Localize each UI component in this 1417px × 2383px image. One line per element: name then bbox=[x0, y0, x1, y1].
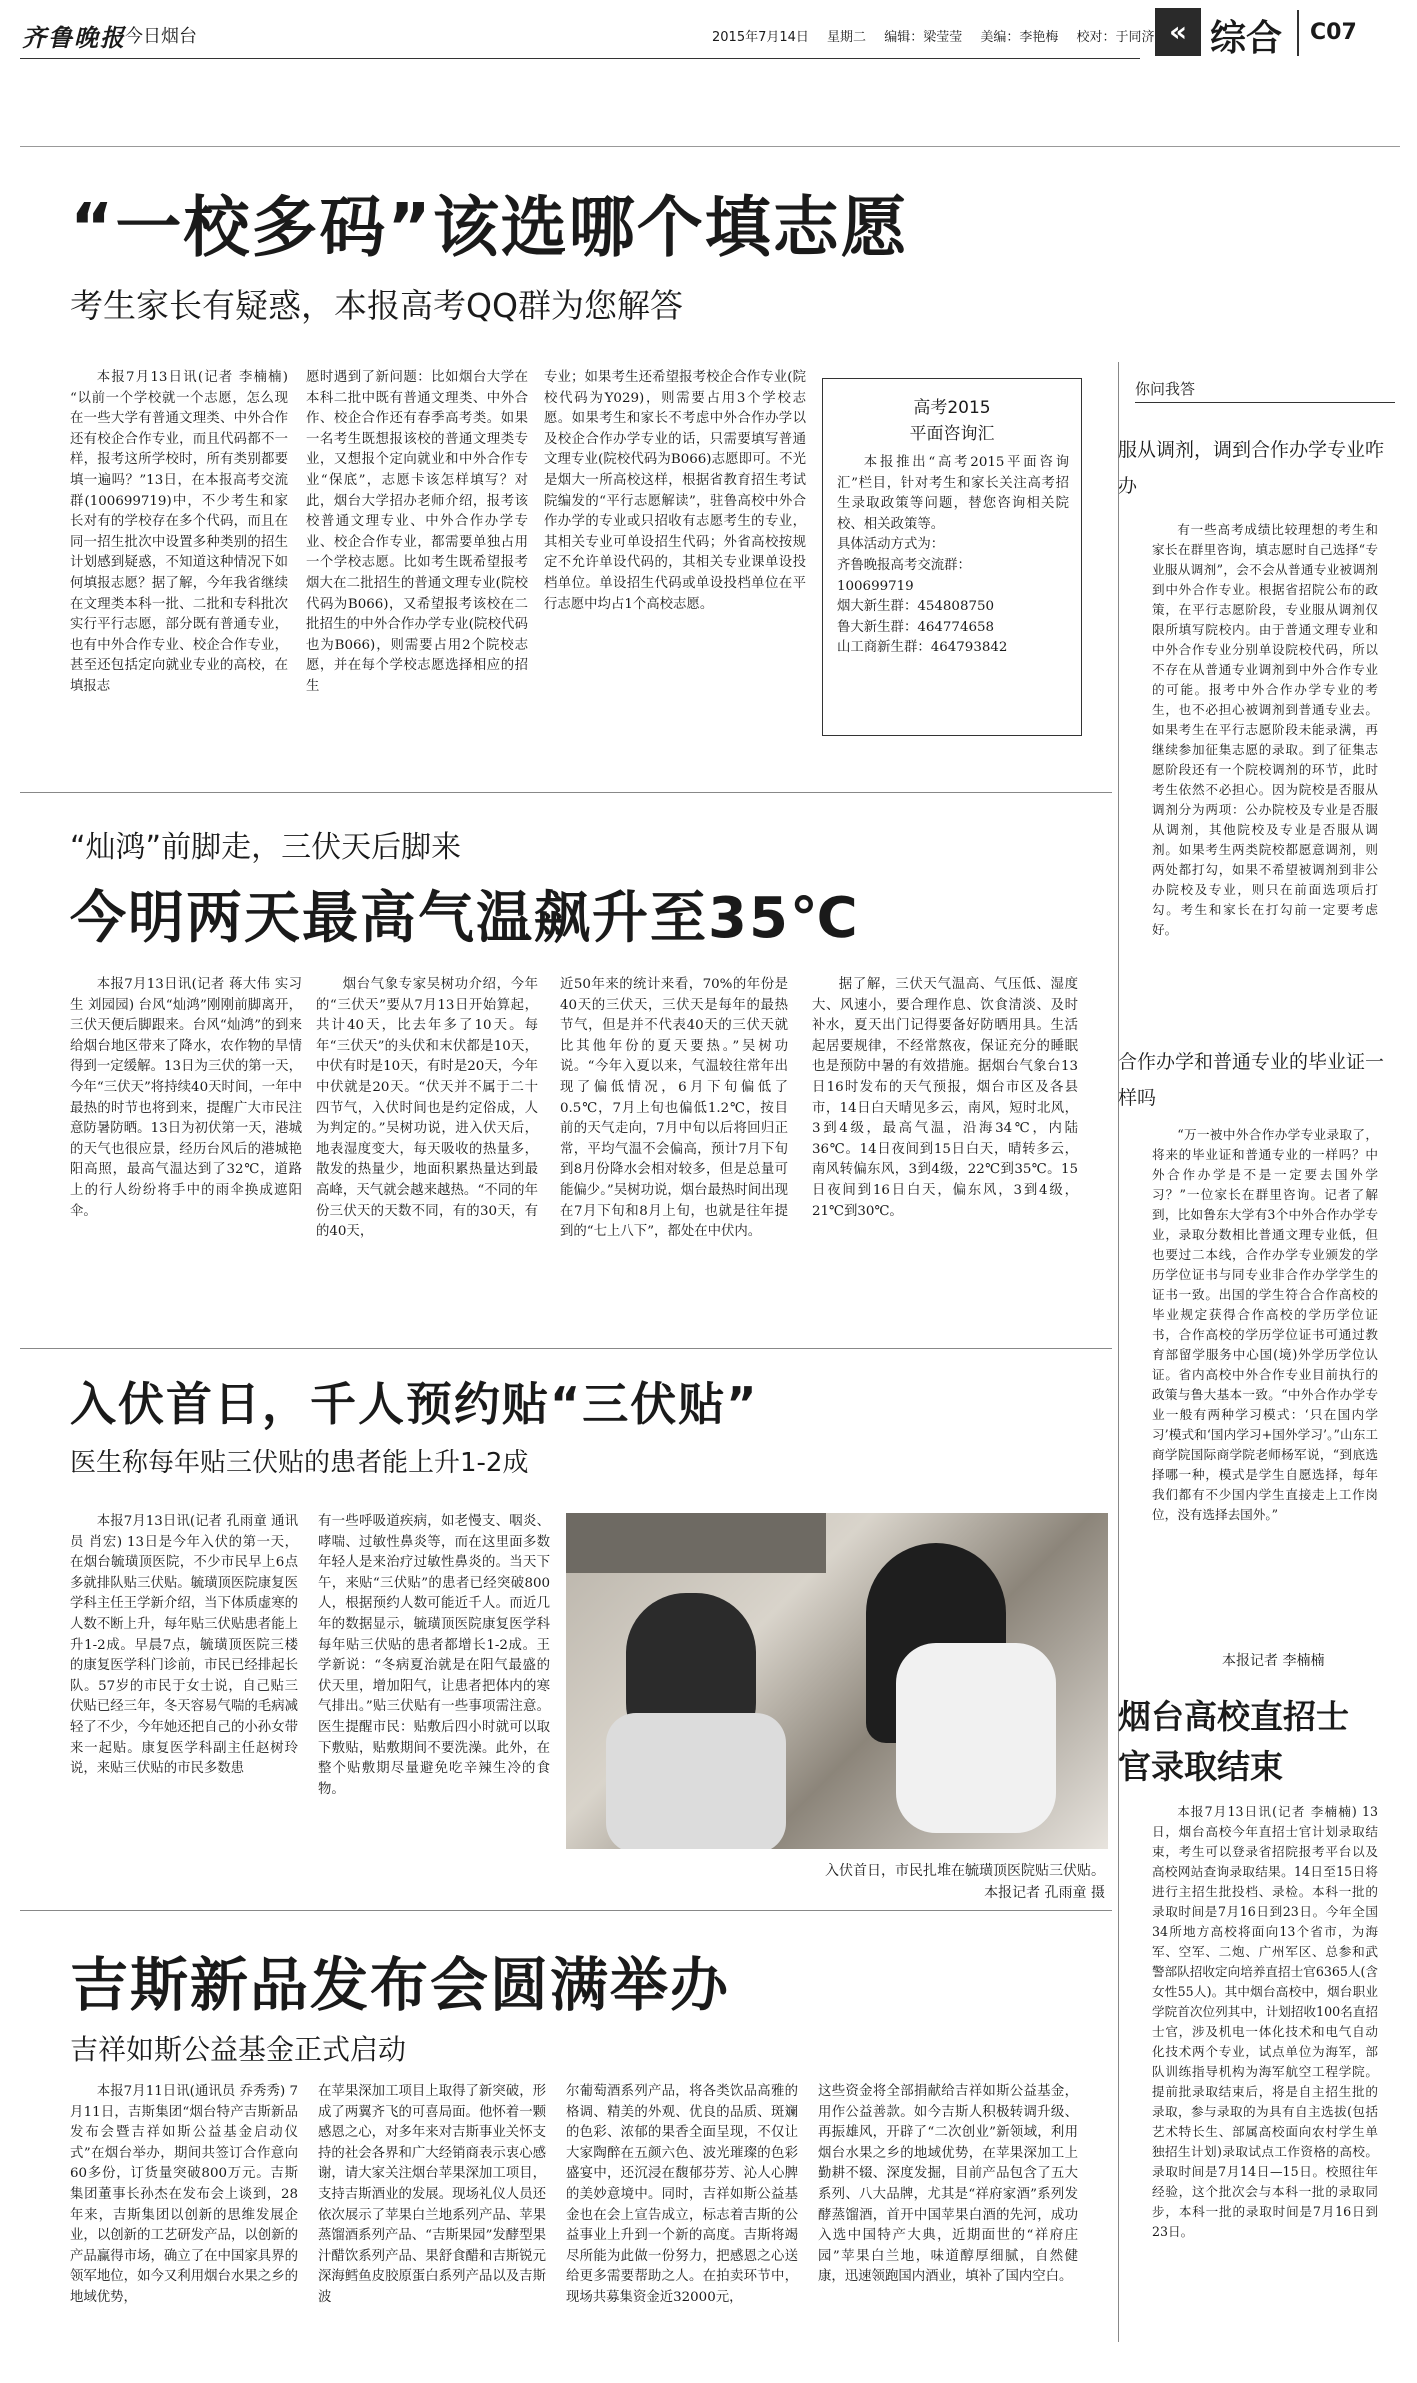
article2-column-3: 近50年来的统计来看，70%的年份是40天的三伏天，三伏天是每年的最热节气，但是并不代表40天的三伏天就比其他年份的夏天要热。”吴树功说。“今年入夏以来，气温较往常年出现了偏低情况，6月下旬偏低了0.5℃，7月上旬也偏低1.2℃，按目前的天气走向，7月中旬以后将回归正常，平均气温不会偏高，预计7月下旬到8月份降水会相对较多，但是总量可能偏少。”吴树功说，烟台最热时间出现在7月下旬和8月上旬，也就是往年提到的“七上八下”，都处在中伏内。 bbox=[560, 977, 788, 1240]
article2-column-2: 烟台气象专家吴树功介绍，今年的“三伏天”要从7月13日开始算起，共计40天，比去年多了10天。每年“三伏天”的头伏和末伏都是10天，中伏有时是10天，有时是20天，今年中伏就是20天。“伏天并不属于二十四节气，入伏时间也是约定俗成，人为判定的。”吴树功说，进入伏天后，地表湿度变大，每天吸收的热量多，散发的热量少，地面积累热量达到最高峰，天气就会越来越热。“不同的年份三伏天的天数不同，有的30天，有的40天， bbox=[316, 977, 538, 1240]
sidebar-tag: 你问我答 bbox=[1135, 380, 1196, 398]
header-divider bbox=[1297, 10, 1299, 56]
article1-column-2: 愿时遇到了新问题：比如烟台大学在本科二批中既有普通文理类、中外合作、校企合作还有春季高考类。如果一名考生既想报该校的普通文理类专业，又想报个定向就业和中外合作专业“保底”，志愿卡该怎样填写？对此，烟台大学招办老师介绍，报考该校普通文理专业、中外合作办学专业、校企合作专业，都需要单独占用一个学校志愿。比如考生既希望报考烟大在二批招生的普通文理专业(院校代码为B066)，又希望报考该校在二批招生的中外合作办学专业(院校代码也为B066)，则需要占用2个院校志愿，并在每个学校志愿选择相应的招生 bbox=[306, 370, 528, 694]
article4-column-3: 尔葡萄酒系列产品，将各类饮品高雅的格调、精美的外观、优良的品质、斑斓的色彩、浓郁的果香全面呈现，不仅让大家陶醉在五颜六色、波光璀璨的色彩盛宴中，还沉浸在馥郁芬芳、沁人心脾的美妙意境中。同时，吉祥如斯公益基金也在会上宣告成立，标志着吉斯的公益事业上升到一个新的高度。吉斯将竭尽所能为此做一份努力，把感恩之心送给更多需要帮助之人。在拍卖环节中，现场共募集资金近32000元， bbox=[566, 2084, 798, 2305]
sidebar-headline: 烟台高校直招士官录取结束 bbox=[1118, 1697, 1349, 1786]
editor-credit: 编辑：梁莹莹 bbox=[884, 30, 963, 45]
article-divider bbox=[20, 1910, 1112, 1911]
article-divider bbox=[20, 1348, 1112, 1349]
article3-subheadline: 医生称每年贴三伏贴的患者能上升1-2成 bbox=[70, 1448, 529, 1478]
article1-subheadline: 考生家长有疑惑，本报高考QQ群为您解答 bbox=[70, 286, 683, 325]
section-name: 今日烟台 bbox=[125, 26, 197, 47]
header-meta bbox=[712, 26, 1169, 45]
header-rule bbox=[20, 58, 1140, 59]
photo-caption bbox=[720, 1860, 1105, 1904]
box-body bbox=[837, 453, 1069, 659]
masthead-logo: 齐鲁晚报 bbox=[22, 23, 126, 52]
consult-info-box bbox=[822, 378, 1082, 736]
article4-column-4: 这些资金将全部捐献给吉祥如斯公益基金，用作公益善款。如今吉斯人积极转调升级、再振雄风，开辟了“二次创业”新领域，利用烟台水果之乡的地域优势，在苹果深加工上勤耕不辍、深度发掘，目前产品包含了五大系列、八大品牌，尤其是“祥府家酒”系列发酵蒸馏酒，首开中国苹果白酒的先河，成功入选中国特产大典，近期面世的“祥府庄园”苹果白兰地，味道醇厚细腻，自然健康，迅速领跑国内酒业，填补了国内空白。 bbox=[818, 2084, 1078, 2285]
box-group-1: 烟大新生群：454808750 bbox=[837, 599, 995, 615]
box-title-year: 高考2015 bbox=[913, 398, 991, 418]
sidebar-question-2: 合作办学和普通专业的毕业证一样吗 bbox=[1118, 1051, 1385, 1109]
article1-column-3: 专业；如果考生还希望报考校企合作专业(院校代码为Y029)，则需要占用3个学校志愿。如果考生和家长不考虑中外合作办学以及校企合作办学专业的话，只需要填写普通文理专业(院校代码为B066)志愿即可。不光是烟大一所高校这样，根据省教育招生考试院编发的“平行志愿解读”，驻鲁高校中外合作办学的专业或只招收有志愿考生的专业，其相关专业可单设招生代码；外省高校按规定不允许单设代码的，其相关专业课单设投档单位。单设招生代码或单设投档单位在平行志愿中均占1个高校志愿。 bbox=[544, 370, 806, 612]
article2-column-1: 本报7月13日讯(记者 蒋大伟 实习生 刘园园) 台风“灿鸿”刚刚前脚离开，三伏天便后脚跟来。台风“灿鸿”的到来给烟台地区带来了降水，农作物的旱情得到一定缓解。13日为三伏的第一天，今年“三伏天”将持续40天时间，一年中最热的时节也将到来，提醒广大市民注意防暑防晒。13日为初伏第一天，港城的天气也很应景，经历台风后的港城艳阳高照，最高气温达到了32℃，道路上的行人纷纷将手中的雨伞换成遮阳伞。 bbox=[70, 977, 302, 1219]
article1-headline: “一校多码”该选哪个填志愿 bbox=[70, 189, 909, 266]
article1-column-1: 本报7月13日讯(记者 李楠楠) “以前一个学校就一个志愿，怎么现在一些大学有普通文理类、中外合作还有校企合作专业，而且代码都不一样，报考这所学校时，所有类别都要填一遍吗？”13日，在本报高考交流群(100699719)中，不少考生和家长对有的学校存在多个代码，而且在同一招生批次中设置多种类别的招生计划感到疑惑，不知道这种情况下如何填报志愿？据了解，今年我省继续在文理类本科一批、二批和专科批次实行平行志愿，部分既有普通专业，也有中外合作专业、校企合作专业，甚至还包括定向就业专业的高校，在填报志 bbox=[70, 370, 288, 694]
photo-credit: 本报记者 孔雨童 摄 bbox=[984, 1885, 1105, 1901]
article4-headline: 吉斯新品发布会圆满举办 bbox=[70, 1951, 731, 2019]
article2-column-4: 据了解，三伏天气温高、气压低、湿度大、风速小，要合理作息、饮食清淡、及时补水，夏天出门记得要备好防晒用具。生活起居要规律，不经常熬夜，保证充分的睡眠也是预防中暑的有效措施。据烟台气象台13日16时发布的天气预报，烟台市区及各县市，14日白天晴见多云，南风，短时北风，3到4级，最高气温，沿海34℃，内陆36℃。14日夜间到15日白天，晴转多云，南风转偏东风，3到4级，22℃到35℃。15日夜间到16日白天，偏东风，3到4级，21℃到30℃。 bbox=[812, 977, 1078, 1219]
news-photo-clinic bbox=[566, 1513, 1108, 1849]
box-contact-label: 具体活动方式为： bbox=[837, 537, 945, 553]
article4-column-2: 在苹果深加工项目上取得了新突破，形成了两翼齐飞的可喜局面。他怀着一颗感恩之心，对多年来对吉斯事业关怀支持的社会各界和广大经销商表示衷心感谢，请大家关注烟台苹果深加工项目，支持吉斯酒业的发展。现场礼仪人员还依次展示了苹果白兰地系列产品、苹果蒸馏酒系列产品、“吉斯果园”发酵型果汁醋饮系列产品、果舒食醋和吉斯锐元深海鳕鱼皮胶原蛋白系列产品以及吉斯波 bbox=[318, 2084, 546, 2305]
issue-date: 2015年7月14日 bbox=[712, 30, 809, 45]
photo-caption-text: 入伏首日，市民扎堆在毓璜顶医院贴三伏贴。 bbox=[825, 1863, 1105, 1879]
article3-headline: 入伏首日，千人预约贴“三伏贴” bbox=[70, 1377, 759, 1431]
sidebar-article: 本报7月13日讯(记者 李楠楠) 13日，烟台高校今年直招士官计划录取结束，考生可以登录省招院报考平台以及高校网站查询录取结果。14日至15日将进行主招生批投档、录检。本科一批的录取时间是7月16日到23日。今年全国34所地方高校将面向13个省市，为海军、空军、二炮、广州军区、总参和武警部队招收定向培养直招士官6365人(含女性55人)。其中烟台高校中，烟台职业学院首次位列其中，计划招收100名直招士官，涉及机电一体化技术和电气自动化技术两个专业，试点单位为海军，部队训练指导机构为海军航空工程学院。提前批录取结束后，将是自主招生批的录取，参与录取的为具有自主选拔(包括艺术特长生、部属高校面向农村学生单独招生计划)录取试点工作资格的高校。录取时间是7月14日—15日。校照往年经验，这个批次会与本科一批的录取同步，本科一批的录取时间是7月16日到23日。 bbox=[1152, 1804, 1378, 2239]
box-group-2: 鲁大新生群：464774658 bbox=[837, 619, 995, 635]
box-qq-number: 100699719 bbox=[837, 578, 914, 594]
page-number: C07 bbox=[1310, 20, 1357, 45]
article-divider bbox=[20, 792, 1112, 793]
page-section-label: 综合 bbox=[1210, 18, 1283, 59]
box-title-name: 平面咨询汇 bbox=[909, 424, 995, 444]
issue-weekday: 星期二 bbox=[827, 30, 867, 45]
article3-column-2: 有一些呼吸道疾病，如老慢支、咽炎、哮喘、过敏性鼻炎等，而在这里面多数年轻人是来治疗过敏性鼻炎的。当天下午，来贴“三伏贴”的患者已经突破800人，根据预约人数可能近千人。而近几年的数据显示，毓璜顶医院康复医学科每年贴三伏贴的患者都增长1-2成。王学新说：“冬病夏治就是在阳气最盛的伏天里，增加阳气，让患者把体内的寒气排出。”贴三伏贴有一些事项需注意。医生提醒市民：贴敷后四小时就可以取下敷贴，贴敷期间不要洗澡。此外，在整个贴敷期尽量避免吃辛辣生冷的食物。 bbox=[318, 1514, 550, 1797]
sidebar-divider bbox=[1118, 362, 1119, 2342]
sidebar-answer-1: 有一些高考成绩比较理想的考生和家长在群里咨询，填志愿时自己选择“专业服从调剂”，会不会从普通专业被调剂到中外合作专业。根据省招院公布的政策，在平行志愿阶段，专业服从调剂仅限所填写院校内。由于普通文理专业和中外合作专业分别单设院校代码，所以不存在从普通专业调剂到中外合作专业的可能。报考中外合作办学专业的考生，也不必担心被调剂到普通专业去。如果考生在平行志愿阶段未能录满，再继续参加征集志愿的录取。到了征集志愿阶段还有一个院校调剂的环节，此时考生依然不必担心。因为院校是否服从调剂分为两项：公办院校及专业是否服从调剂，其他院校及专业是否服从调剂。如果考生两类院校都愿意调剂，则两处都打勾，如果不希望被调剂到非公办院校及专业，则只在前面选项后打勾。考生和家长在打勾前一定要考虑好。 bbox=[1152, 522, 1378, 937]
box-intro: 本报推出“高考2015平面咨询汇”栏目，针对考生和家长关注高考招生录取政策等问题，替您咨询相关院校、相关政策等。 bbox=[837, 455, 1069, 532]
sidebar-question-1: 服从调剂，调到合作办学专业咋办 bbox=[1118, 439, 1385, 497]
designer-credit: 美编：李艳梅 bbox=[980, 30, 1059, 45]
article3-column-1: 本报7月13日讯(记者 孔雨童 通讯员 肖宏) 13日是今年入伏的第一天，在烟台毓璜顶医院，不少市民早上6点多就排队贴三伏贴。毓璜顶医院康复医学科主任王学新介绍，当下体质虚寒的人数不断上升，每年贴三伏贴患者能上升1-2成。早晨7点，毓璜顶医院三楼的康复医学科门诊前，市民已经排起长队。57岁的市民于女士说，自己贴三伏贴已经三年，冬天容易气喘的毛病减轻了不少，今年她还把自己的小孙女带来一起贴。康复医学科副主任赵树玲说，来贴三伏贴的市民多数患 bbox=[70, 1514, 298, 1777]
box-qq-label: 齐鲁晚报高考交流群： bbox=[837, 557, 971, 573]
header-bottom-rule bbox=[20, 146, 1400, 147]
article4-subheadline: 吉祥如斯公益基金正式启动 bbox=[70, 2033, 407, 2066]
proofreader-credit: 校对：于同济 bbox=[1076, 30, 1155, 45]
box-group-3: 山工商新生群：464793842 bbox=[837, 640, 1008, 656]
article4-column-1: 本报7月11日讯(通讯员 乔秀秀) 7月11日，吉斯集团“烟台特产吉斯新品发布会暨吉祥如斯公益基金启动仪式”在烟台举办，期间共签订合作意向60多份，订货量突破800万元。吉斯集团董事长孙杰在发布会上谈到，28年来，吉斯集团以创新的思维发展企业，以创新的工艺研发产品，以创新的产品赢得市场，确立了在中国家具界的领军地位，如今又利用烟台水果之乡的地域优势， bbox=[70, 2084, 298, 2305]
article2-headline: 今明两天最高气温飙升至35℃ bbox=[70, 886, 860, 951]
sidebar-tag-rule bbox=[1135, 402, 1395, 403]
chevron-left-icon: « bbox=[1155, 8, 1201, 56]
article2-kicker: “灿鸿”前脚走，三伏天后脚来 bbox=[70, 830, 462, 865]
sidebar-answer-2: “万一被中外合作办学专业录取了，将来的毕业证和普通专业的一样吗？中外合作办学是不是一定要去国外学习？”一位家长在群里咨询。记者了解到，比如鲁东大学有3个中外合作办学专业，录取分数相比普通文理专业低，但也要过二本线，合作办学专业颁发的学历学位证书与同专业非合作办学学生的证书一致。出国的学生符合合作高校的毕业规定获得合作高校的学历学位证书，合作高校的学历学位证书可通过教育部留学服务中心国(境)外学历学位认证。省内高校中外合作专业目前执行的政策与鲁大基本一致。“中外合作办学专业一般有两种学习模式：‘只在国内学习’模式和‘国内学习+国外学习’。”山东工商学院国际商学院老师杨军说，“到底选择哪一种，模式是学生自愿选择，每年我们都有不少国内学生直接走上工作岗位，没有选择去国外。” bbox=[1152, 1127, 1378, 1522]
sidebar-credit: 本报记者 李楠楠 bbox=[1222, 1653, 1325, 1669]
